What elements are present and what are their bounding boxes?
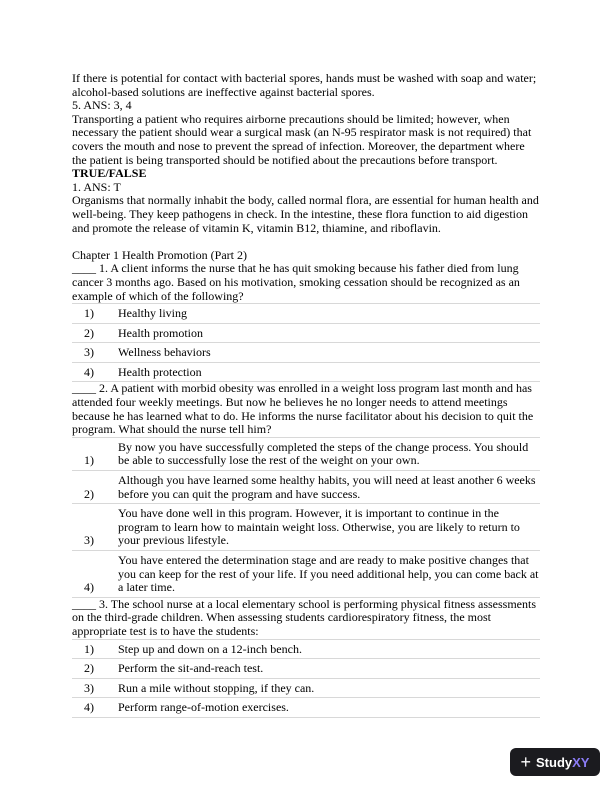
option-text: Health promotion: [106, 323, 540, 343]
option-row[interactable]: [72, 678, 540, 698]
question-1-options: [72, 303, 540, 382]
option-row[interactable]: [72, 437, 540, 470]
option-text: Perform range-of-motion exercises.: [106, 698, 540, 718]
option-text: Healthy living: [106, 304, 540, 324]
true-false-heading: TRUE/FALSE: [72, 166, 147, 181]
question-2-stem: ____ 2. A patient with morbid obesity was enrolled in a weight loss program last month and has attended four weekly meetings. But now he believes he no longer needs to attend meetings because he has learned what to do. He informs the nurse facilitator about his decision to quit the program. What should the nurse tell him?: [72, 381, 534, 437]
chapter-title: Chapter 1 Health Promotion (Part 2): [72, 247, 247, 262]
option-text: Although you have learned some healthy habits, you will need at least another 6 weeks before you can quit the program and have success.: [106, 471, 540, 504]
question-1-stem: ____ 1. A client informs the nurse that he has quit smoking because his father died from lung cancer 3 months ago. Based on his motivation, smoking cessation should be recognized as an example of which of the following?: [72, 261, 520, 303]
option-text: You have entered the determination stage and are ready to make positive changes that you can keep for the rest of your life. If you need additional help, you can come back at a later time.: [106, 551, 540, 598]
option-number: 3): [72, 504, 106, 551]
option-row[interactable]: [72, 471, 540, 504]
option-number: 1): [72, 437, 106, 470]
option-number: 1): [72, 639, 106, 659]
option-number: 1): [72, 304, 106, 324]
studyxy-badge[interactable]: [510, 748, 600, 776]
option-text: Step up and down on a 12-inch bench.: [106, 639, 540, 659]
brand-name-study: Study: [536, 754, 573, 770]
question-2-options: [72, 437, 540, 598]
plus-icon: +: [520, 752, 532, 772]
document-page: [72, 72, 540, 718]
option-row[interactable]: [72, 362, 540, 382]
tf-explanation: Organisms that normally inhabit the body, called normal flora, are essential for human health and well-being. They keep pathogens in check. In the intestine, these flora function to aid digestion and promote the release of vitamin K, vitamin B12, thiamine, and riboflavin.: [72, 193, 539, 235]
option-number: 2): [72, 323, 106, 343]
option-number: 3): [72, 678, 106, 698]
spacer: [72, 235, 540, 249]
option-text: Perform the sit-and-reach test.: [106, 659, 540, 679]
option-number: 2): [72, 659, 106, 679]
brand-name-xy: XY: [572, 754, 590, 770]
answer-line-5: 5. ANS: 3, 4: [72, 98, 132, 113]
tf-answer-line: 1. ANS: T: [72, 179, 121, 194]
option-row[interactable]: [72, 551, 540, 598]
question-3-stem: ____ 3. The school nurse at a local elementary school is performing physical fitness assessments on the third-grade children. When assessing students cardiorespiratory fitness, the most appropriate test is to have the students:: [72, 596, 537, 638]
option-row[interactable]: [72, 659, 540, 679]
option-number: 4): [72, 551, 106, 598]
option-text: Health protection: [106, 362, 540, 382]
option-row[interactable]: [72, 304, 540, 324]
option-text: You have done well in this program. However, it is important to continue in the program to learn how to maintain weight loss. Otherwise, you are likely to return to your previous lifestyle.: [106, 504, 540, 551]
option-number: 3): [72, 343, 106, 363]
option-number: 2): [72, 471, 106, 504]
question-3-options: [72, 639, 540, 718]
option-text: Wellness behaviors: [106, 343, 540, 363]
option-text: By now you have successfully completed the steps of the change process. You should be able to successfully lose the rest of the weight on your own.: [106, 437, 540, 470]
option-row[interactable]: [72, 323, 540, 343]
option-row[interactable]: [72, 343, 540, 363]
option-row[interactable]: [72, 639, 540, 659]
intro-paragraph-2: Transporting a patient who requires airborne precautions should be limited; however, when necessary the patient should wear a surgical mask (an N-95 respirator mask is not required) that covers the mouth and nose to prevent the spread of infection. Moreover, the department where the patient is being transported should be notified about the precautions before transport.: [72, 111, 532, 167]
option-number: 4): [72, 362, 106, 382]
option-row[interactable]: [72, 698, 540, 718]
intro-paragraph-1: If there is potential for contact with bacterial spores, hands must be washed with soap and water; alcohol-based solutions are ineffective against bacterial spores.: [72, 71, 537, 99]
option-number: 4): [72, 698, 106, 718]
option-text: Run a mile without stopping, if they can.: [106, 678, 540, 698]
option-row[interactable]: [72, 504, 540, 551]
